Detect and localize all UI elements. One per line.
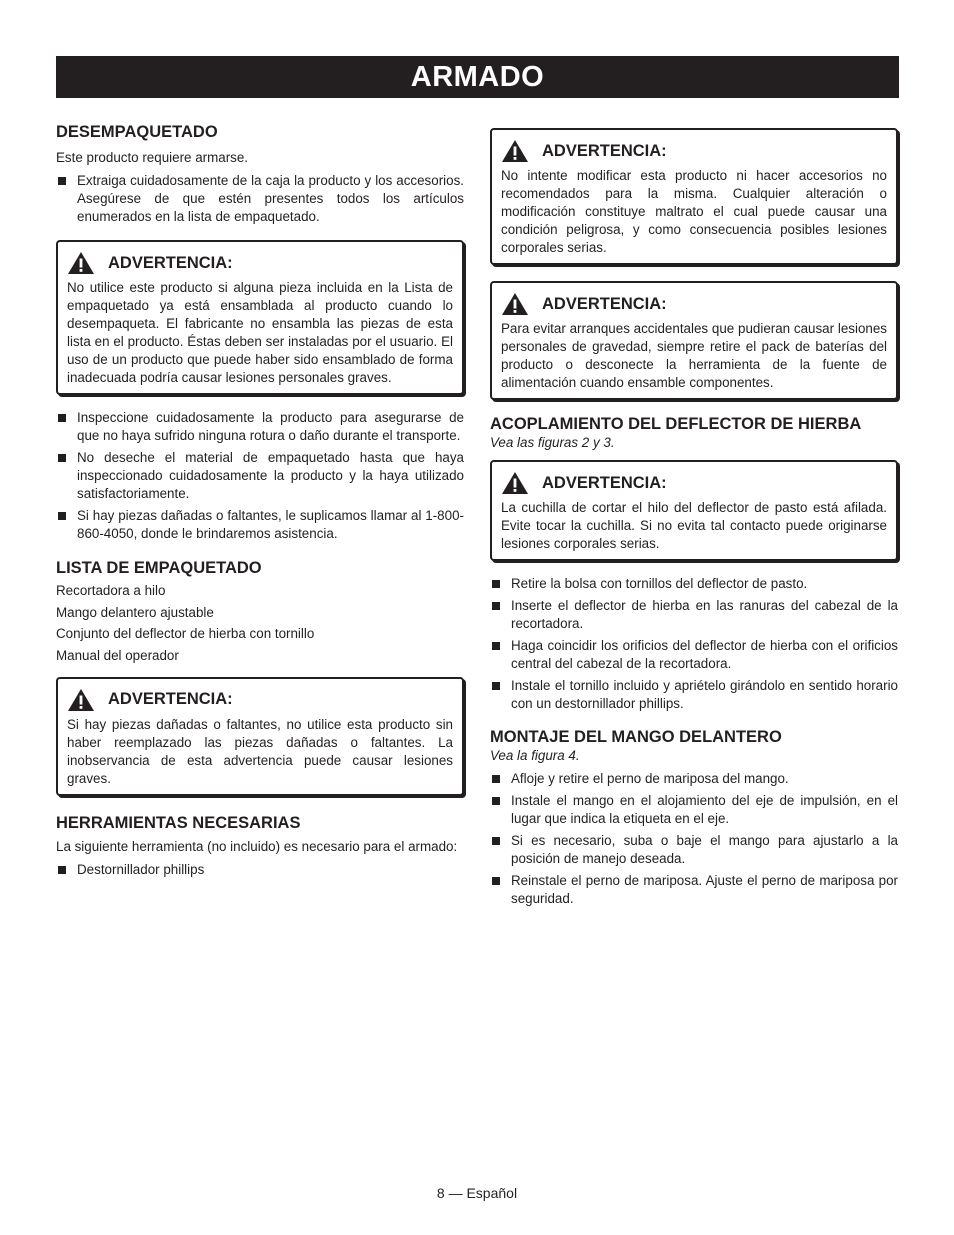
unpacking-list-a	[56, 172, 464, 226]
warning-title: ADVERTENCIA:	[108, 253, 233, 272]
warning-title: ADVERTENCIA:	[542, 294, 667, 313]
handle-list	[490, 770, 898, 908]
list-item: Si hay piezas dañadas o faltantes, le suplicamos llamar al 1-800-860-4050, donde le brindaremos asistencia.	[56, 507, 464, 543]
right-column	[490, 128, 898, 912]
warning-triangle-icon	[67, 688, 95, 712]
warning-triangle-icon	[501, 139, 529, 163]
warning-triangle-icon	[501, 471, 529, 495]
unpacking-list-b	[56, 409, 464, 543]
list-item: Destornillador phillips	[56, 861, 464, 879]
warning-box-battery	[490, 281, 898, 400]
warning-text: Si hay piezas dañadas o faltantes, no utilice esta producto sin haber reemplazado las piezas dañadas o faltantes. La inobservancia de esta advertencia puede causar lesiones graves.	[67, 716, 453, 786]
tools-intro: La siguiente herramienta (no incluido) es necesario para el armado:	[56, 838, 458, 854]
list-item: Inserte el deflector de hierba en las ranuras del cabezal de la recortadora.	[490, 597, 898, 633]
packing-list-item: Conjunto del deflector de hierba con tornillo	[56, 626, 315, 641]
packing-list-item: Manual del operador	[56, 647, 179, 663]
list-item: No deseche el material de empaquetado hasta que haya inspeccionado cuidadosamente la producto y la haya utilizado satisfactoriamente.	[56, 449, 464, 503]
list-item: Instale el tornillo incluido y apriételo girándolo en sentido horario con un destornillador phillips.	[490, 677, 898, 713]
packing-list	[56, 582, 464, 665]
list-item: Si es necesario, suba o baje el mango para ajustarlo a la posición de manejo deseada.	[490, 832, 898, 868]
section-title-herramientas: HERRAMIENTAS NECESARIAS	[56, 813, 301, 832]
list-item: Extraiga cuidadosamente de la caja la producto y los accesorios. Asegúrese de que estén presentes todos los artículos enumerados en la lista de empaquetado.	[56, 172, 464, 226]
list-item: Instale el mango en el alojamiento del eje de impulsión, en el lugar que indica la etiqueta en el eje.	[490, 792, 898, 828]
left-column	[56, 122, 464, 883]
warning-title: ADVERTENCIA:	[542, 141, 667, 160]
list-item: Haga coincidir los orificios del deflector de hierba con el orificios central del cabezal de la recortadora.	[490, 637, 898, 673]
warning-text: La cuchilla de cortar el hilo del deflector de pasto está afilada. Evite tocar la cuchilla. Si no evita tal contacto puede originarse lesiones corporales serias.	[501, 500, 887, 551]
warning-box-blade	[490, 460, 898, 561]
warning-box-packing	[56, 677, 464, 796]
warning-title: ADVERTENCIA:	[542, 473, 667, 492]
page-number: 8 — Español	[436, 1185, 518, 1201]
packing-list-item: Recortadora a hilo	[56, 583, 166, 598]
warning-triangle-icon	[501, 292, 529, 316]
list-item: Inspeccione cuidadosamente la producto para asegurarse de que no haya sufrido ninguna rotura o daño durante el transporte.	[56, 409, 464, 445]
handle-subtitle: Vea la figura 4.	[490, 748, 580, 763]
page-title: ARMADO	[56, 56, 899, 98]
section-title-desempaquetado: DESEMPAQUETADO	[56, 123, 218, 141]
warning-text: No utilice este producto si alguna pieza incluida en la Lista de empaquetado ya está ensamblada al producto cuando lo desempaqueta. El fabricante no ensambla las piezas de esta lista en el producto. Éstas deben ser instaladas por el usuario. El uso de un producto que puede haber sido ensamblado de forma inadecuada podría causar lesiones personales graves.	[67, 280, 453, 385]
unpacking-intro: Este producto requiere armarse.	[56, 150, 249, 165]
warning-box-modify	[490, 128, 898, 265]
deflector-list	[490, 575, 898, 713]
deflector-subtitle: Vea las figuras 2 y 3.	[490, 435, 615, 450]
section-title-mango: MONTAJE DEL MANGO DELANTERO	[490, 728, 782, 746]
list-item: Retire la bolsa con tornillos del deflector de pasto.	[490, 575, 898, 593]
warning-text: Para evitar arranques accidentales que pudieran causar lesiones personales de gravedad, siempre retire el pack de baterías del producto o desconecte la herramienta de la fuente de alimentación cuando ensamble componentes.	[501, 321, 887, 390]
tools-list	[56, 861, 464, 879]
list-item: Reinstale el perno de mariposa. Ajuste el perno de mariposa por seguridad.	[490, 872, 898, 908]
list-item: Afloje y retire el perno de mariposa del mango.	[490, 770, 898, 788]
section-title-lista: LISTA DE EMPAQUETADO	[56, 559, 262, 577]
warning-title: ADVERTENCIA:	[108, 690, 233, 708]
warning-text: No intente modificar esta producto ni hacer accesorios no recomendados para la misma. Cualquier alteración o modificación constituye maltrato el cual puede causar una condición peligrosa, y como consecuencia posibles lesiones corporales serias.	[501, 168, 887, 255]
section-title-deflector: ACOPLAMIENTO DEL DEFLECTOR DE HIERBA	[490, 415, 862, 433]
packing-list-item: Mango delantero ajustable	[56, 604, 214, 620]
warning-triangle-icon	[67, 251, 95, 275]
warning-box-unpacking	[56, 240, 464, 395]
